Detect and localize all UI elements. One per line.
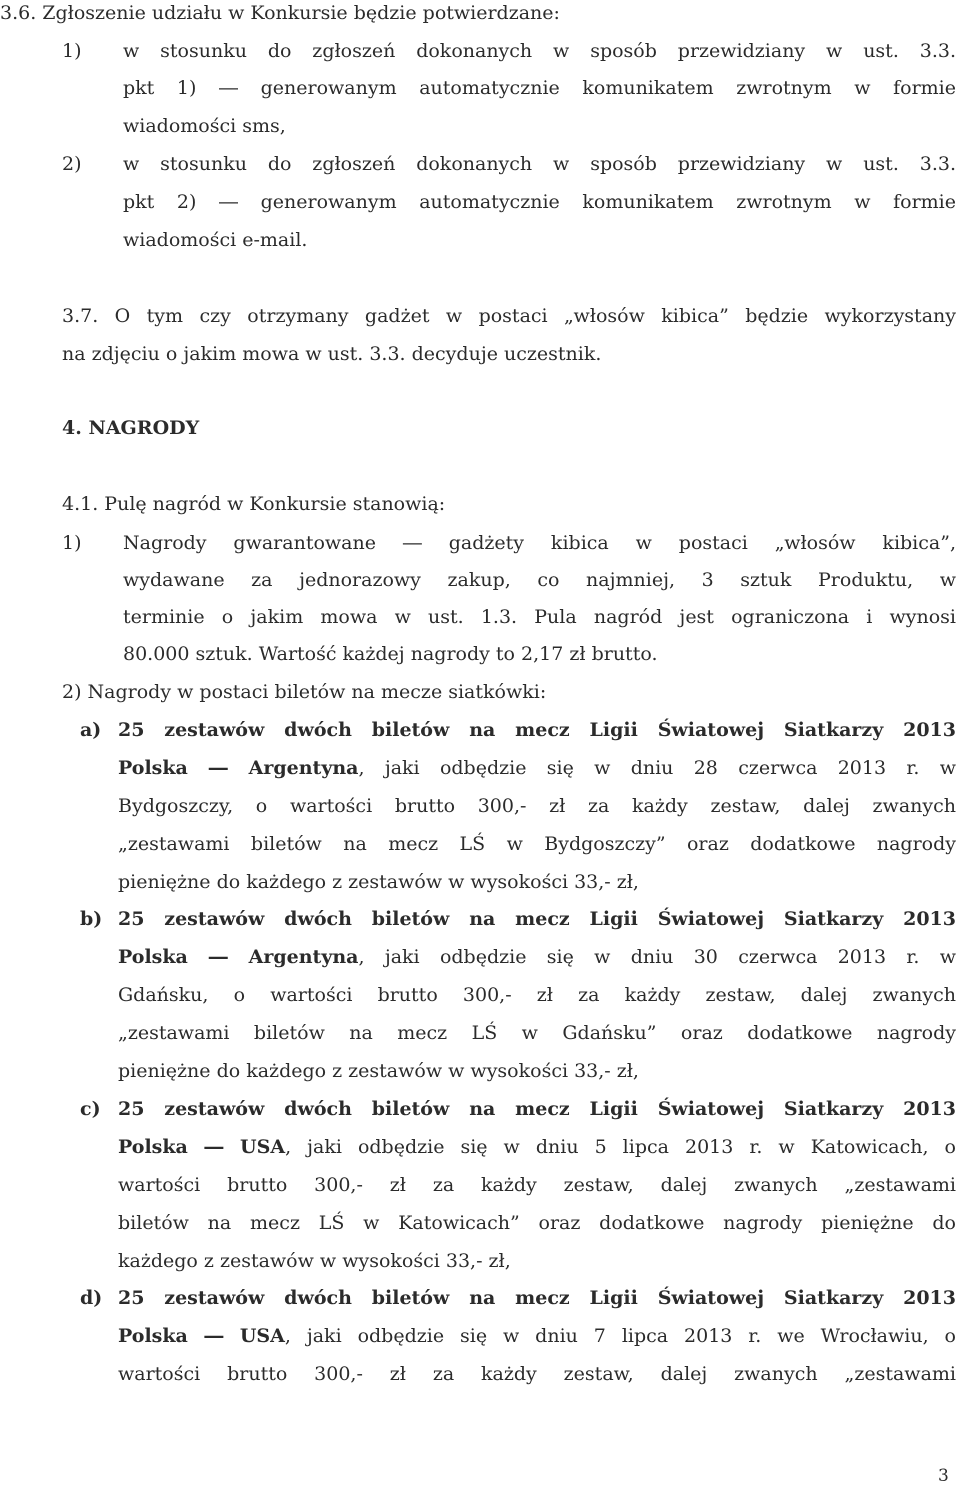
match-teams: Polska ― Argentyna <box>118 946 359 968</box>
prize-line: Gdańsku, o wartości brutto 300,- zł za każdy zestaw, dalej zwanych <box>118 984 956 1006</box>
list-item-line: w stosunku do zgłoszeń dokonanych w sposób przewidziany w ust. 3.3. <box>123 40 956 62</box>
prize-line: „zestawami biletów na mecz LŚ w Bydgoszczy” oraz dodatkowe nagrody <box>118 833 956 855</box>
list-item-line: w stosunku do zgłoszeń dokonanych w sposób przewidziany w ust. 3.3. <box>123 153 956 175</box>
list-item-line: pkt 1) ― generowanym automatycznie komunikatem zwrotnym w formie <box>123 77 956 99</box>
prize-line: Polska ― Argentyna, jaki odbędzie się w dniu 28 czerwca 2013 r. w <box>118 757 956 779</box>
match-teams: Polska ― USA <box>118 1136 286 1158</box>
list-letter: a) <box>80 719 102 741</box>
match-teams: Polska ― USA <box>118 1325 285 1347</box>
section-4-1-heading: 4.1. Pulę nagród w Konkursie stanowią: <box>62 493 446 515</box>
list-item-line: wiadomości sms, <box>123 115 286 137</box>
page-number: 3 <box>938 1466 949 1486</box>
prize-line: Polska ― Argentyna, jaki odbędzie się w dniu 30 czerwca 2013 r. w <box>118 946 956 968</box>
section-3-7-line: 3.7. O tym czy otrzymany gadżet w postaci „włosów kibica” będzie wykorzystany <box>62 305 956 327</box>
list-letter: d) <box>80 1287 103 1309</box>
prize-line: każdego z zestawów w wysokości 33,- zł, <box>118 1250 511 1272</box>
list-number: 1) <box>62 532 82 554</box>
prize-title-line: 25 zestawów dwóch biletów na mecz Ligii Światowej Siatkarzy 2013 <box>118 1287 956 1309</box>
prize-line: wartości brutto 300,- zł za każdy zestaw, dalej zwanych „zestawami <box>118 1174 956 1196</box>
prize-line: biletów na mecz LŚ w Katowicach” oraz dodatkowe nagrody pieniężne do <box>118 1212 956 1234</box>
list-number: 2) <box>62 153 82 175</box>
prize-line: „zestawami biletów na mecz LŚ w Gdańsku” oraz dodatkowe nagrody <box>118 1022 956 1044</box>
section-4-heading: 4. NAGRODY <box>62 417 200 439</box>
prize-tickets-heading: 2) Nagrody w postaci biletów na mecze siatkówki: <box>62 681 547 703</box>
prize-line: Polska ― USA, jaki odbędzie się w dniu 7 lipca 2013 r. we Wrocławiu, o <box>118 1325 956 1347</box>
prize-line: pieniężne do każdego z zestawów w wysokości 33,- zł, <box>118 871 639 893</box>
prize-title-line: 25 zestawów dwóch biletów na mecz Ligii Światowej Siatkarzy 2013 <box>118 719 956 741</box>
list-letter: b) <box>80 908 103 930</box>
prize-line: pieniężne do każdego z zestawów w wysokości 33,- zł, <box>118 1060 639 1082</box>
list-item-line: terminie o jakim mowa w ust. 1.3. Pula nagród jest ograniczona i wynosi <box>123 606 956 628</box>
prize-line: wartości brutto 300,- zł za każdy zestaw, dalej zwanych „zestawami <box>118 1363 956 1385</box>
list-letter: c) <box>80 1098 101 1120</box>
list-item-line: pkt 2) ― generowanym automatycznie komunikatem zwrotnym w formie <box>123 191 956 213</box>
list-number: 1) <box>62 40 82 62</box>
list-item-line: wiadomości e-mail. <box>123 229 308 251</box>
prize-title-line: 25 zestawów dwóch biletów na mecz Ligii Światowej Siatkarzy 2013 <box>118 1098 956 1120</box>
section-3-7-line: na zdjęciu o jakim mowa w ust. 3.3. decyduje uczestnik. <box>62 343 602 365</box>
prize-line: Bydgoszczy, o wartości brutto 300,- zł za każdy zestaw, dalej zwanych <box>118 795 956 817</box>
prize-title-line: 25 zestawów dwóch biletów na mecz Ligii Światowej Siatkarzy 2013 <box>118 908 956 930</box>
list-item-line: Nagrody gwarantowane ― gadżety kibica w postaci „włosów kibica”, <box>123 532 956 554</box>
list-item-line: 80.000 sztuk. Wartość każdej nagrody to 2,17 zł brutto. <box>123 643 658 665</box>
match-teams: Polska ― Argentyna <box>118 757 359 779</box>
list-item-line: wydawane za jednorazowy zakup, co najmniej, 3 sztuk Produktu, w <box>123 569 956 591</box>
prize-line: Polska ― USA, jaki odbędzie się w dniu 5 lipca 2013 r. w Katowicach, o <box>118 1136 956 1158</box>
section-3-6-heading: 3.6. Zgłoszenie udziału w Konkursie będzie potwierdzane: <box>0 2 560 24</box>
